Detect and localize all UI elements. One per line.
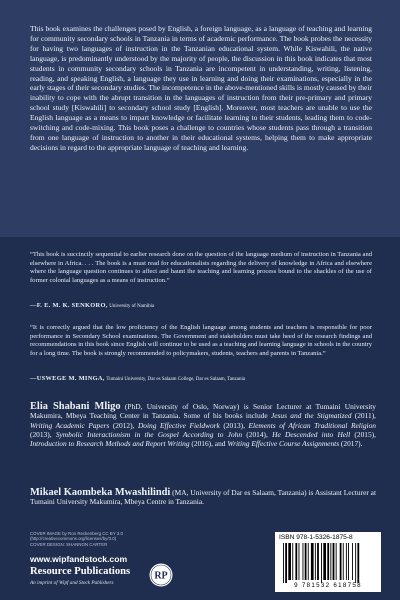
book-year: (2016), and [189,439,228,449]
license-url: (http://creativecommons.org/licenses/by/3.0) [30,536,117,542]
barcode-bar [308,543,309,580]
barcode-icon [283,543,377,583]
barcode-bar [327,543,329,580]
barcode-bar [348,543,349,580]
barcode-bar [303,543,304,580]
book-title: Jesus and the Stigmatized [270,411,352,421]
barcode-bar [340,543,342,580]
book-title: Introduction to Research Methods and Report Writing [30,439,190,449]
book-description: This book examines the challenges posed by English, a foreign language, as a language of teaching and learning for community secondary schools in Tanzania in terms of academic performance. The book probes the necessity for having two languages of instruction in the Tanzanian educational system. While Kiswahili, the native language, is predominantly understood by the majority of people, the discussion in this book indicates that most students in community secondary schools in Tanzania are incompetent in understanding, writing, listening, reading, and speaking English, a language they use in learning and doing their examinations, especially in the early stages of their secondary studies. The incompetence in the above-mentioned skills is mostly caused by their inability to cope with the abrupt transition in the languages of instruction from their pre-primary and primary school study [Kiswahili] to secondary school study [English]. Moreover, most teachers are unable to use the English language as a means to impart knowledge or facilitate learning to their students, leading them to code-switching and code-mixing. This book poses a challenge to countries whose students pass through a transition from one language of instruction to another in their educational systems, helping them to make appropriate decisions in regard to the appropriate language of teaching and learning. [30,24,372,152]
author-bio-text: (MA, University of Dar es Salaam, Tanzania) is Assistant Lecturer at Tumaini University Makumira, Mbeya Centre in Tanzania. [30,488,376,507]
barcode-bar [355,543,356,583]
book-year: (2013), [30,429,56,439]
cover-credits [30,531,123,547]
book-year: (2012), [109,420,138,430]
book-year: (2014), [242,429,273,439]
endorsement-quote-senkoro: “This book is succinctly sequential to earlier research done on the question of the language medium of instruction in Tanzania and elsewhere in Africa. . . . The book is a must read for educationalists regarding the delivery of knowledge in Africa and elsewhere where the language question continues to affect and haunt the teaching and learning process bound to the shackles of the use of former colonial languages as a means of instruction.” [30,251,372,284]
endorsement-attribution-minga: —USWEGE M. MINGA, Tumaini University, Dar es Salaam College, Dar es Salaam, Tanzania [30,375,246,382]
book-year: (2011), [351,411,377,421]
barcode-bar [357,543,359,583]
barcode-bar [346,543,347,580]
book-year: (2013), [219,420,249,430]
barcode-bar [285,543,287,583]
cover-design-credit: COVER DESIGN: SHANNON CARTER [30,541,108,547]
barcode-panel [275,532,381,592]
barcode-bar [317,543,319,580]
barcode-bar [315,543,316,580]
endorsement-attribution-senkoro: —F. E. M. K. SENKORO, University of Namibia [30,302,155,309]
barcode-bar [311,543,314,580]
isbn-label: ISBN 978-1-5326-1875-8 [279,534,353,541]
publisher-imprint: An imprint of Wipf and Stock Publishers [30,580,114,586]
book-year: (2017). [339,439,363,449]
publisher-logo-icon [149,563,173,587]
author-bio-mwashilindi [30,488,376,507]
book-year: (2015), [350,429,376,439]
barcode-bar [321,543,322,583]
barcode-bar [333,543,335,580]
author-bio-mligo [30,402,376,448]
book-title: Doing Effective Fieldwork [137,420,220,430]
author-name: Mikael Kaombeka Mwashilindi [30,487,171,498]
barcode-bar [288,543,291,580]
logo-text: RP [154,570,168,582]
book-title: Symbolic Interactionism in the Gospel According to John [55,429,243,439]
barcode-bar [292,543,293,580]
barcode-bar [336,543,337,580]
barcode-bar [330,543,331,580]
book-title: Elements of African Traditional Religion [248,420,377,430]
barcode-bar [343,543,344,580]
publisher-url[interactable]: www.wipfandstock.com [30,554,128,564]
barcode-bar [299,543,300,580]
barcode-digits: 9 781532 618758 [294,582,362,589]
book-title: Writing Academic Papers [30,420,110,430]
author-intro: (PhD, University of Oslo, Norway) is Senior Lecturer at Tumaini University Makumira, Mbeya Teaching Center in Tanzania. Some of his books include [30,402,377,421]
book-title: Writing Effective Course Assignments [227,439,340,449]
publisher-name: Resource Publications [30,566,131,577]
barcode-bar [283,543,284,583]
endorsement-quote-minga: “It is correctly argued that the low proficiency of the English language among students and teachers is responsible for poor performance in Secondary School examinations. The Government and stakeholders must take heed of the research findings and recommendations in this book since English will continue to be used as a teaching and learning language in schools in the country for a long time. The book is strongly recommended to policymakers, students, teachers and parents in Tanzania.” [30,324,372,357]
barcode-bar [305,543,307,580]
barcode-bar [323,543,326,580]
barcode-bar [352,543,353,580]
author-name: Elia Shabani Mligo [30,401,121,412]
cover-image-credit: COVER IMAGE by Ron Reckenberg CC BY 3.0 [30,531,123,536]
barcode-bar [295,543,297,580]
blurb-panel [0,0,400,237]
book-title: He Descended into Hell [272,429,351,439]
